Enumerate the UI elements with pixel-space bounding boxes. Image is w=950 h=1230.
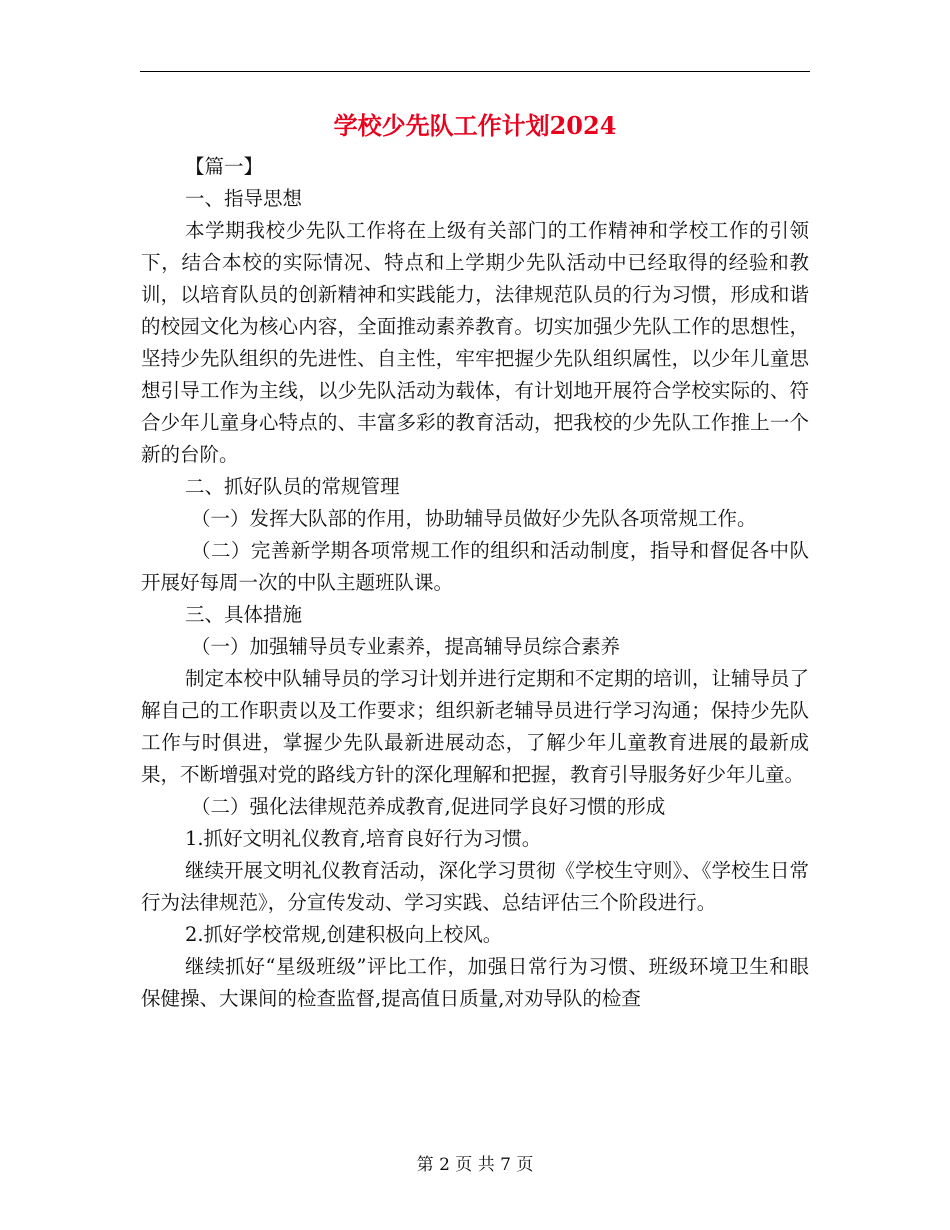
- subheading-habit-education: （二）强化法律规范养成教育,促进同学良好习惯的形成: [191, 795, 666, 818]
- item-school-routine: 2.抓好学校常规,创建积极向上校风。: [185, 923, 503, 946]
- item-etiquette-education: 1.抓好文明礼仪教育,培育良好行为习惯。: [185, 827, 542, 850]
- item-brigade-role: （一）发挥大队部的作用，协助辅导员做好少先队各项常规工作。: [191, 507, 757, 530]
- subheading-counselor-quality: （一）加强辅导员专业素养，提高辅导员综合素养: [191, 635, 621, 658]
- heading-guiding-thought: 一、指导思想: [185, 187, 303, 210]
- paragraph-star-class: 继续抓好“星级班级”评比工作，加强日常行为习惯、班级环境卫生和眼保健操、大课间的检查监督,提高值日质量,对劝导队的检查: [141, 955, 809, 1010]
- document-body: [141, 151, 809, 1015]
- item-improve-system: （二）完善新学期各项常规工作的组织和活动制度，指导和督促各中队开展好每周一次的中队主题班队课。: [141, 539, 809, 594]
- document-title: 学校少先队工作计划2024: [333, 111, 617, 140]
- section-marker: 【篇一】: [185, 155, 264, 178]
- heading-measures: 三、具体措施: [185, 603, 303, 626]
- header-rule: [140, 71, 810, 72]
- page-number: 第 2 页 共 7 页: [416, 1155, 534, 1175]
- heading-routine-management: 二、抓好队员的常规管理: [185, 475, 400, 498]
- paragraph-counselor-training: 制定本校中队辅导员的学习计划并进行定期和不定期的培训，让辅导员了解自己的工作职责以及工作要求；组织新老辅导员进行学习沟通；保持少先队工作与时俱进，掌握少先队最新进展动态，了解少年儿童教育进展的最新成果，不断增强对党的路线方针的深化理解和把握，教育引导服务好少年儿童。: [141, 667, 810, 786]
- paragraph-guiding-thought: 本学期我校少先队工作将在上级有关部门的工作精神和学校工作的引领下，结合本校的实际情况、特点和上学期少先队活动中已经取得的经验和教训，以培育队员的创新精神和实践能力，法律规范队员的行为习惯，形成和谐的校园文化为核心内容，全面推动素养教育。切实加强少先队工作的思想性，坚持少先队组织的先进性、自主性，牢牢把握少先队组织属性，以少年儿童思想引导工作为主线，以少先队活动为载体，有计划地开展符合学校实际的、符合少年儿童身心特点的、丰富多彩的教育活动，把我校的少先队工作推上一个新的台阶。: [141, 219, 809, 466]
- paragraph-etiquette-activities: 继续开展文明礼仪教育活动，深化学习贯彻《学校生守则》、《学校生日常行为法律规范》，分宣传发动、学习实践、总结评估三个阶段进行。: [141, 859, 810, 914]
